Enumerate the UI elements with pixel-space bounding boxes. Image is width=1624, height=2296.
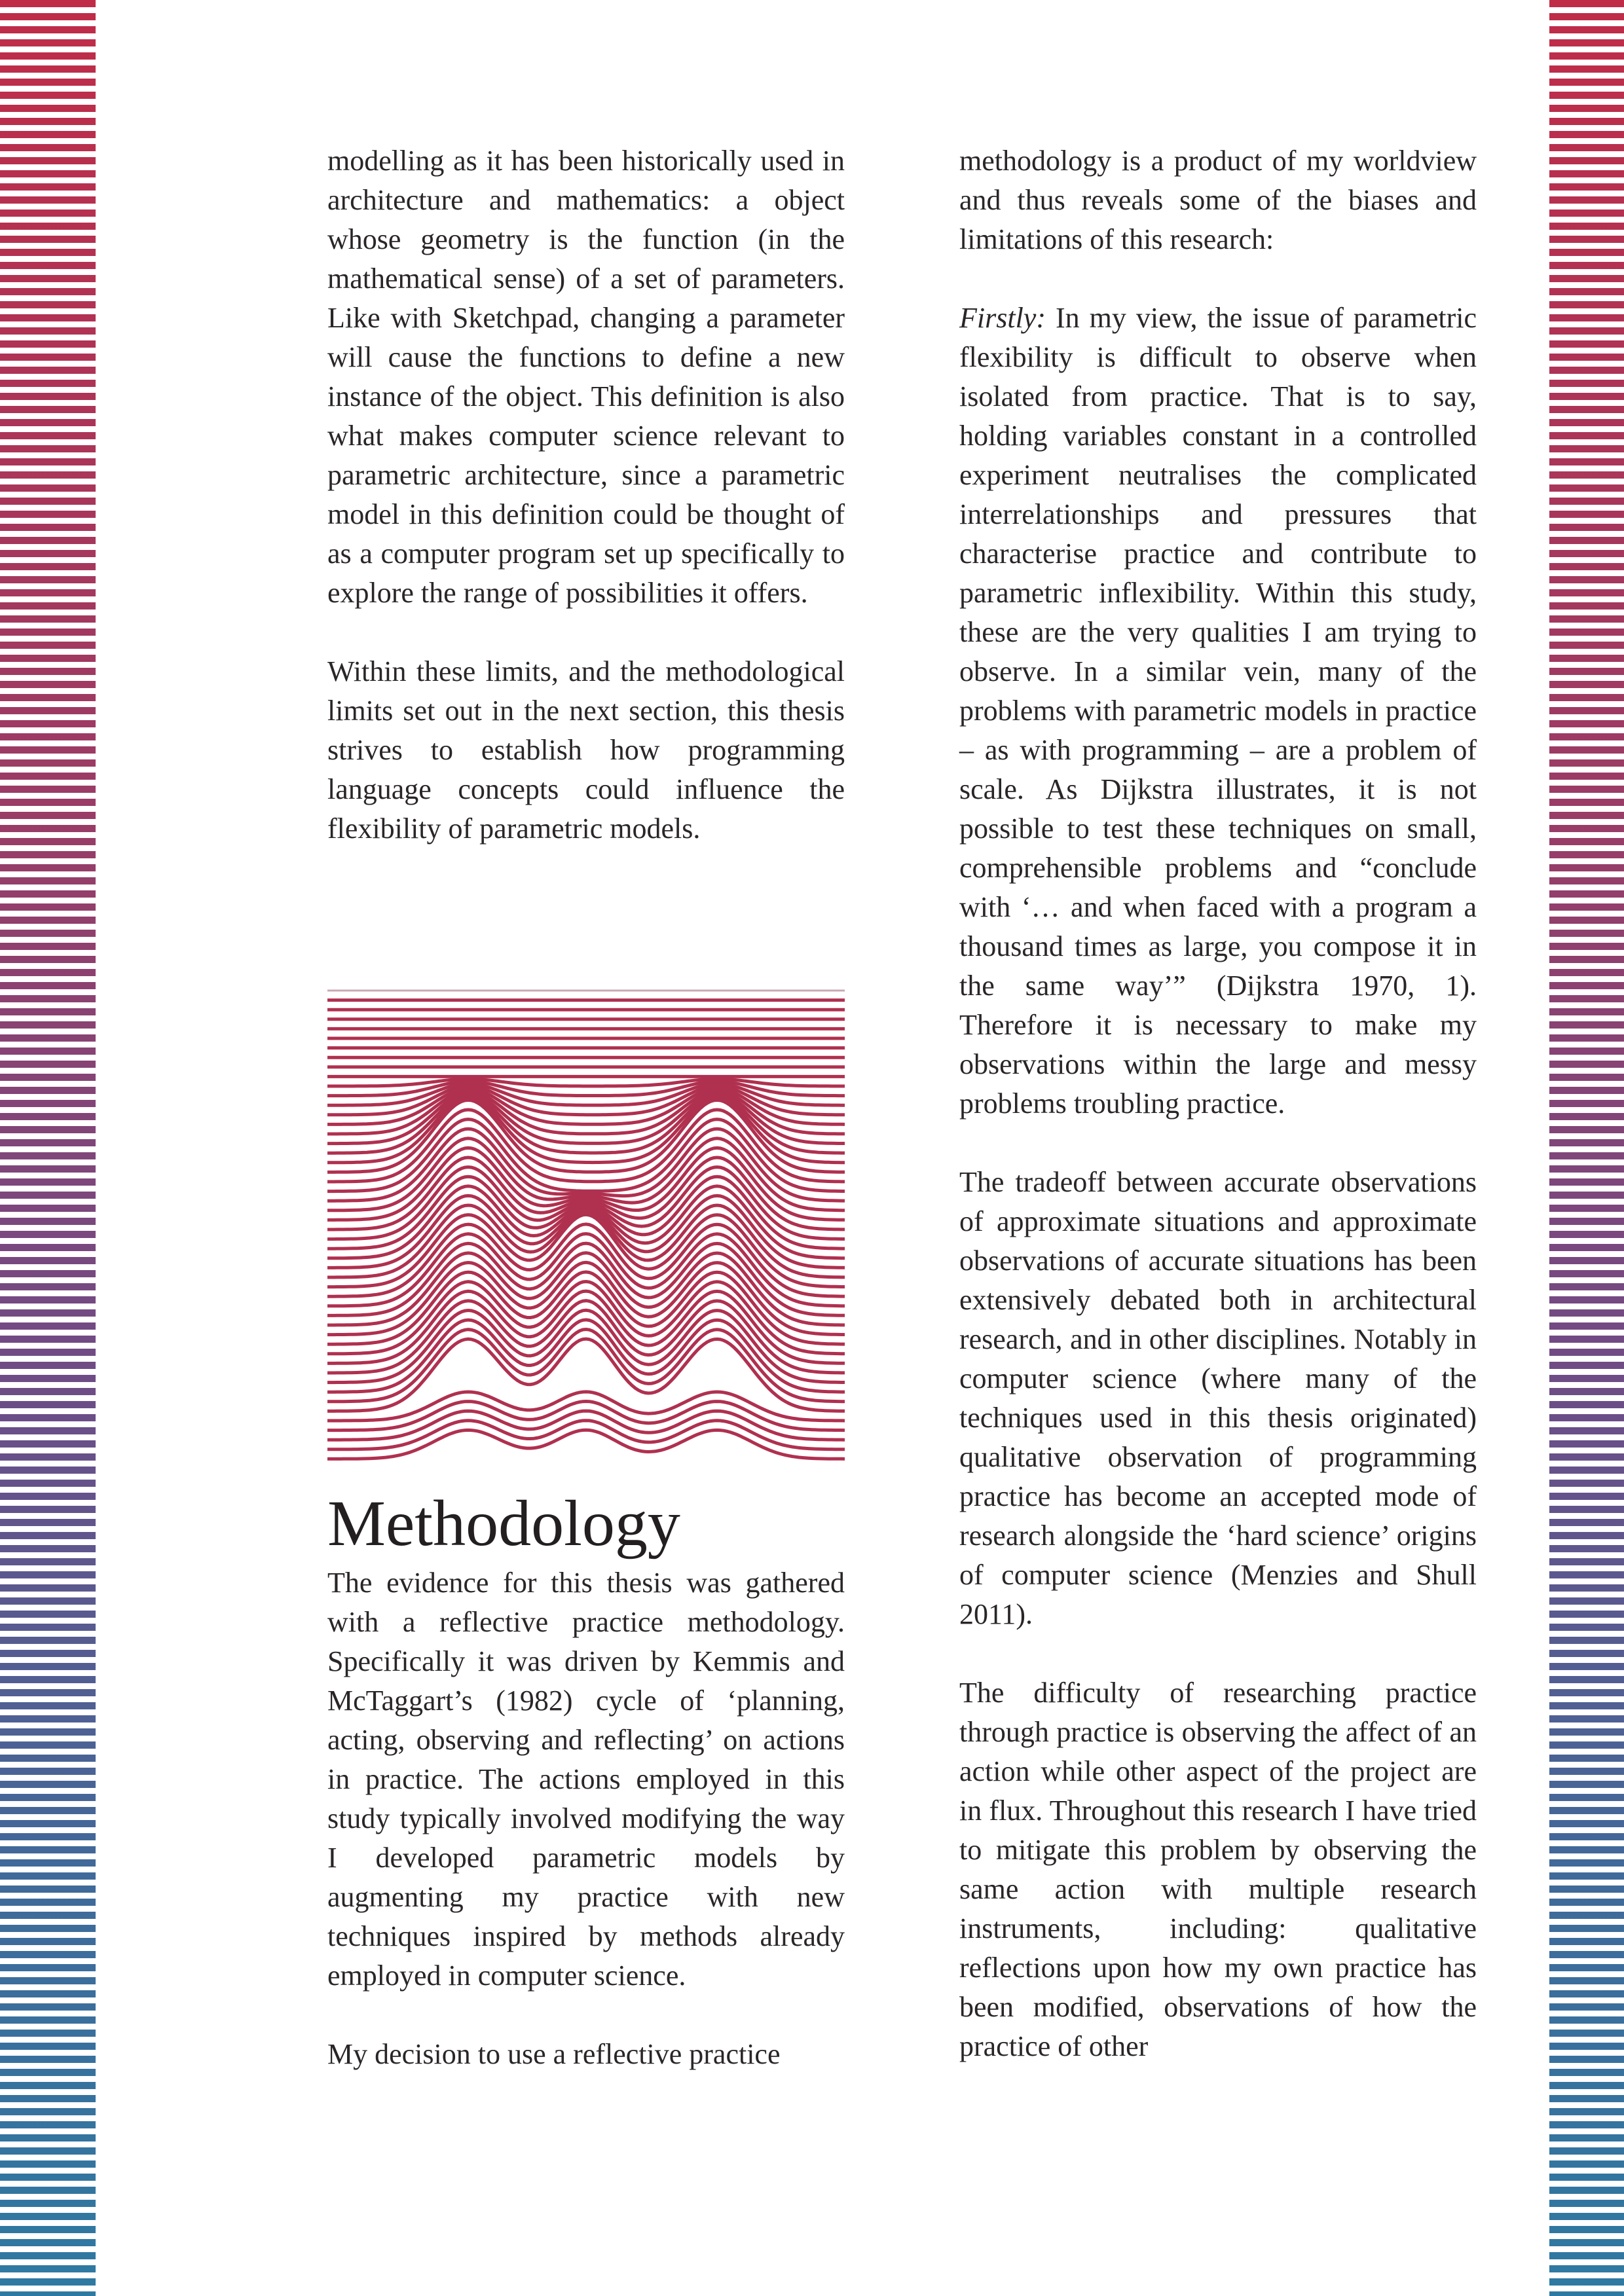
paragraph-body: In my view, the issue of parametric flexibility is difficult to observe when isolated from practice. That is to say, holding variables constant in a controlled experiment neutralises the complicated interrelationships and pressures that characterise practice and contribute to parametric inflexibility. Within this study, these are the very qualities I am trying to observe. In a similar vein, many of the problems with parametric models in practice – as with programming – are a problem of scale. As Dijkstra illustrates, it is not possible to test these techniques on small, comprehensible problems and “conclude with ‘… and when faced with a program a thousand times as large, you compose it in the same way’” (Dijkstra 1970, 1). Therefore it is necessary to make my observations within the large and messy problems troubling practice. xyxy=(959,302,1477,1120)
paragraph xyxy=(959,299,1477,1123)
wave-line xyxy=(327,1392,845,1421)
paragraph: My decision to use a reflective practice xyxy=(327,2038,781,2070)
right-decorative-stripes xyxy=(1549,0,1624,2296)
left-column-text xyxy=(327,141,845,848)
paragraph: Within these limits, and the methodological limits set out in the next section, this thesis strives to establish how programming language concepts could influence the flexibility of parametric models. xyxy=(327,655,845,845)
left-decorative-stripes xyxy=(0,0,96,2296)
paragraph: methodology is a product of my worldview and thus reveals some of the biases and limitations of this research: xyxy=(959,145,1477,255)
parametric-wave-figure xyxy=(327,985,845,1468)
paragraph: The difficulty of researching practice through practice is observing the affect of an action while other aspect of the project are in flux. Throughout this research I have tried to mitigate this problem by observing the same action with multiple research instruments, including: qualitative reflections upon how my own practice has been modified, observations of how the practice of other xyxy=(959,1677,1477,2062)
emphasis-lead: Firstly: xyxy=(959,302,1046,334)
section-heading: Methodology xyxy=(327,1487,680,1559)
paragraph: modelling as it has been historically used in architecture and mathematics: a object whose geometry is the function (in the mathematical sense) of a set of parameters. Like with Sketchpad, changing a parameter will cause the functions to define a new instance of the object. This definition is also what makes computer science relevant to parametric architecture, since a parametric model in this definition could be thought of as a computer program set up specifically to explore the range of possibilities it offers. xyxy=(327,145,845,609)
paragraph: The evidence for this thesis was gathered with a reflective practice methodology. Specifically it was driven by Kemmis and McTaggart’s (1982) cycle of ‘planning, acting, observing and reflecting’ on actions in practice. The actions employed in this study typically involved modifying the way I developed parametric models by augmenting my practice with new techniques inspired by methods already employed in computer science. xyxy=(327,1567,845,1992)
methodology-text xyxy=(327,1563,845,2074)
paragraph: The tradeoff between accurate observations of approximate situations and approximate observations of accurate situations has been extensively debated both in architectural research, and in other disciplines. Notably in computer science (where many of the techniques used in this thesis originated) qualitative observation of programming practice has become an accepted mode of research alongside the ‘hard science’ origins of computer science (Menzies and Shull 2011). xyxy=(959,1166,1477,1630)
wave-line xyxy=(327,1079,845,1086)
right-column-text xyxy=(959,141,1477,2066)
